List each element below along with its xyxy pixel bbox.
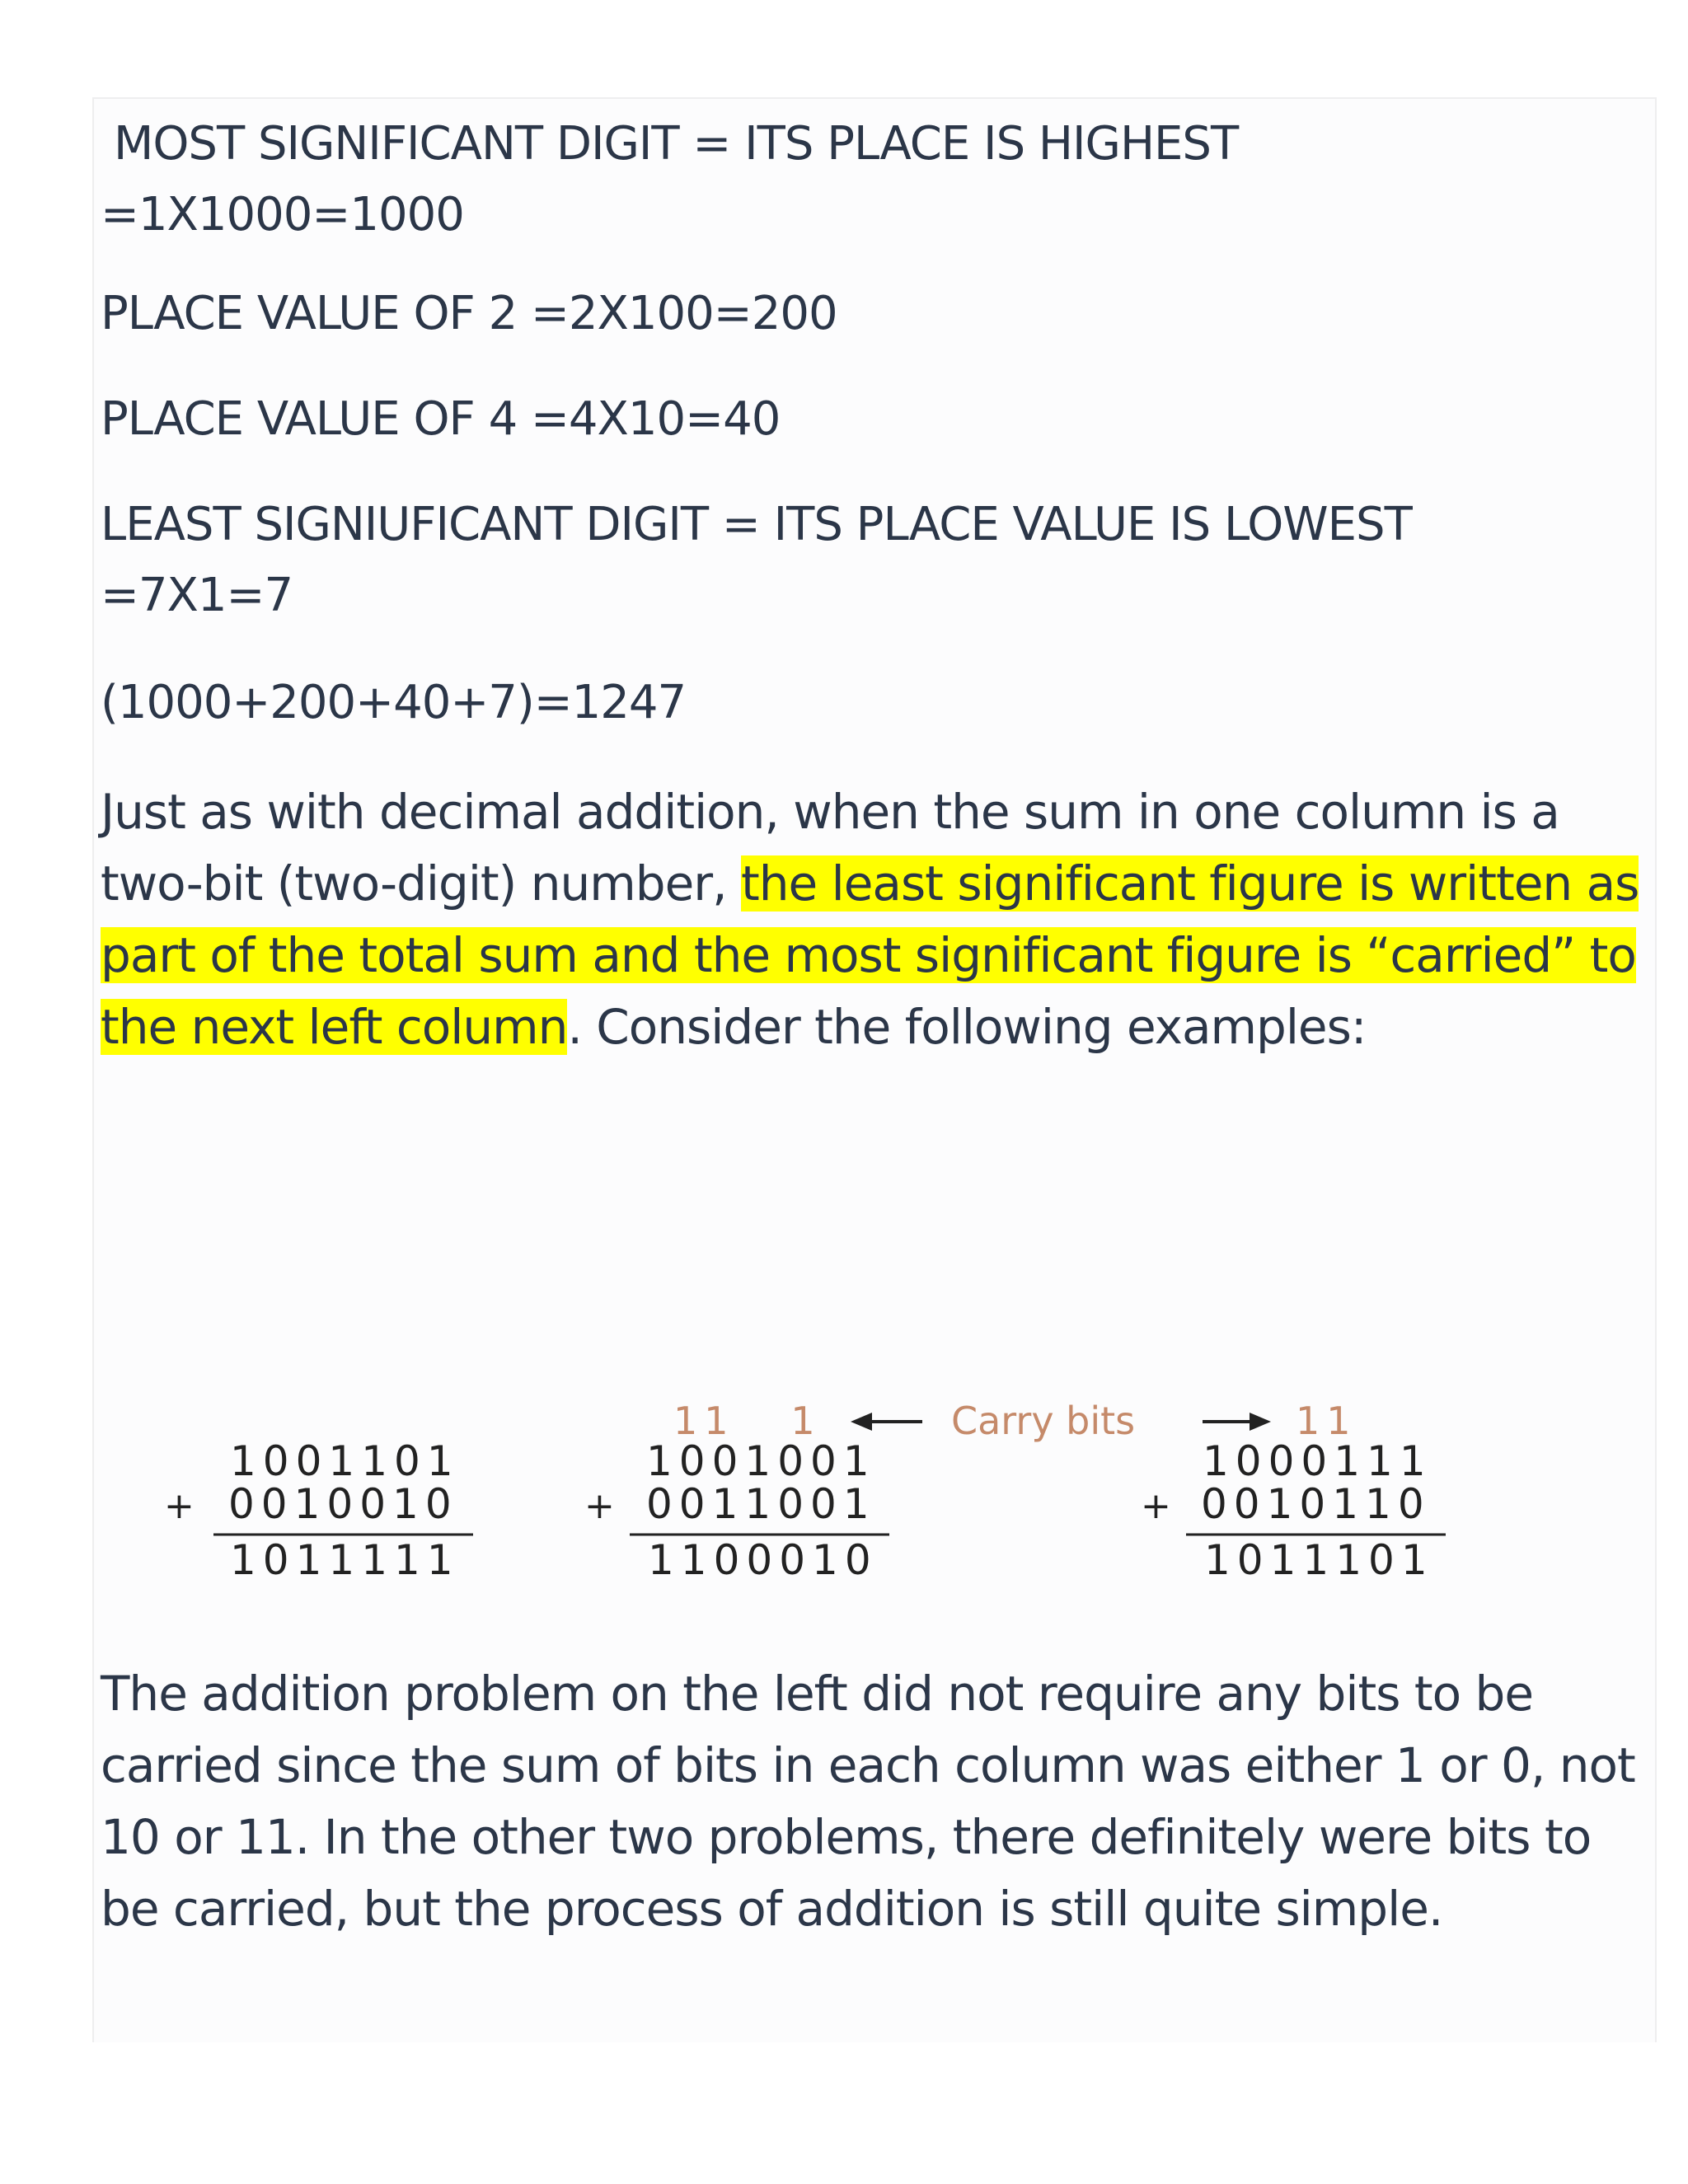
carry-explanation-paragraph [101, 776, 1650, 1063]
problem1-addend1: 1001101 [230, 1437, 460, 1485]
place-value-2-line: PLACE VALUE OF 2 =2X100=200 [101, 287, 837, 340]
document-page [92, 97, 1657, 2042]
highlighted-text: the least significant figure is written as part of the total sum and the most significant figure is “carried” to the next left column [101, 855, 1639, 1055]
left-arrow-icon [851, 1413, 922, 1431]
problem1-addend2: 0010010 [228, 1480, 458, 1528]
msd-line: MOST SIGNIFICANT DIGIT = ITS PLACE IS HIGHEST [114, 117, 1239, 171]
problem3-sum: 1011101 [1204, 1536, 1434, 1584]
binary-addition-figure [94, 1269, 1658, 1648]
problem2-plus: + [584, 1485, 615, 1527]
problem2-addend2: 0011001 [646, 1480, 876, 1528]
problem3-addend1: 1000111 [1203, 1437, 1432, 1485]
lsd-line: LEAST SIGNIUFICANT DIGIT = ITS PLACE VALUE IS LOWEST [101, 498, 1412, 551]
paragraph-text-end: . Consider the following examples: [567, 999, 1367, 1055]
closing-paragraph: The addition problem on the left did not require any bits to be carried since the sum of bits in each column was either 1 or 0, not 10 or 11. In the other two problems, there definitely were bits to be carried, but the process of addition is still quite simple. [101, 1666, 1635, 1937]
sum-line: (1000+200+40+7)=1247 [101, 676, 687, 729]
lsd-value-line: =7X1=7 [101, 569, 293, 622]
binary-addition-diagram [94, 1269, 1658, 1648]
paragraph-text-start: Just as with decimal addition, when the sum in one column is a two-bit (two-digit) number, [101, 784, 1559, 912]
problem3-carry: 11 [1296, 1399, 1357, 1443]
right-arrow-icon [1203, 1413, 1271, 1431]
problem2-addend1: 1001001 [646, 1437, 876, 1485]
problem1-sum: 1011111 [230, 1536, 460, 1584]
msd-value-line: =1X1000=1000 [101, 188, 464, 241]
problem1-plus: + [164, 1485, 195, 1527]
problem3-plus: + [1141, 1485, 1171, 1527]
carry-bits-label: Carry bits [951, 1399, 1136, 1443]
place-value-4-line: PLACE VALUE OF 4 =4X10=40 [101, 392, 781, 446]
problem2-carry: 11 1 [673, 1399, 822, 1443]
problem2-sum: 1100010 [648, 1536, 878, 1584]
problem3-addend2: 0010110 [1201, 1480, 1431, 1528]
